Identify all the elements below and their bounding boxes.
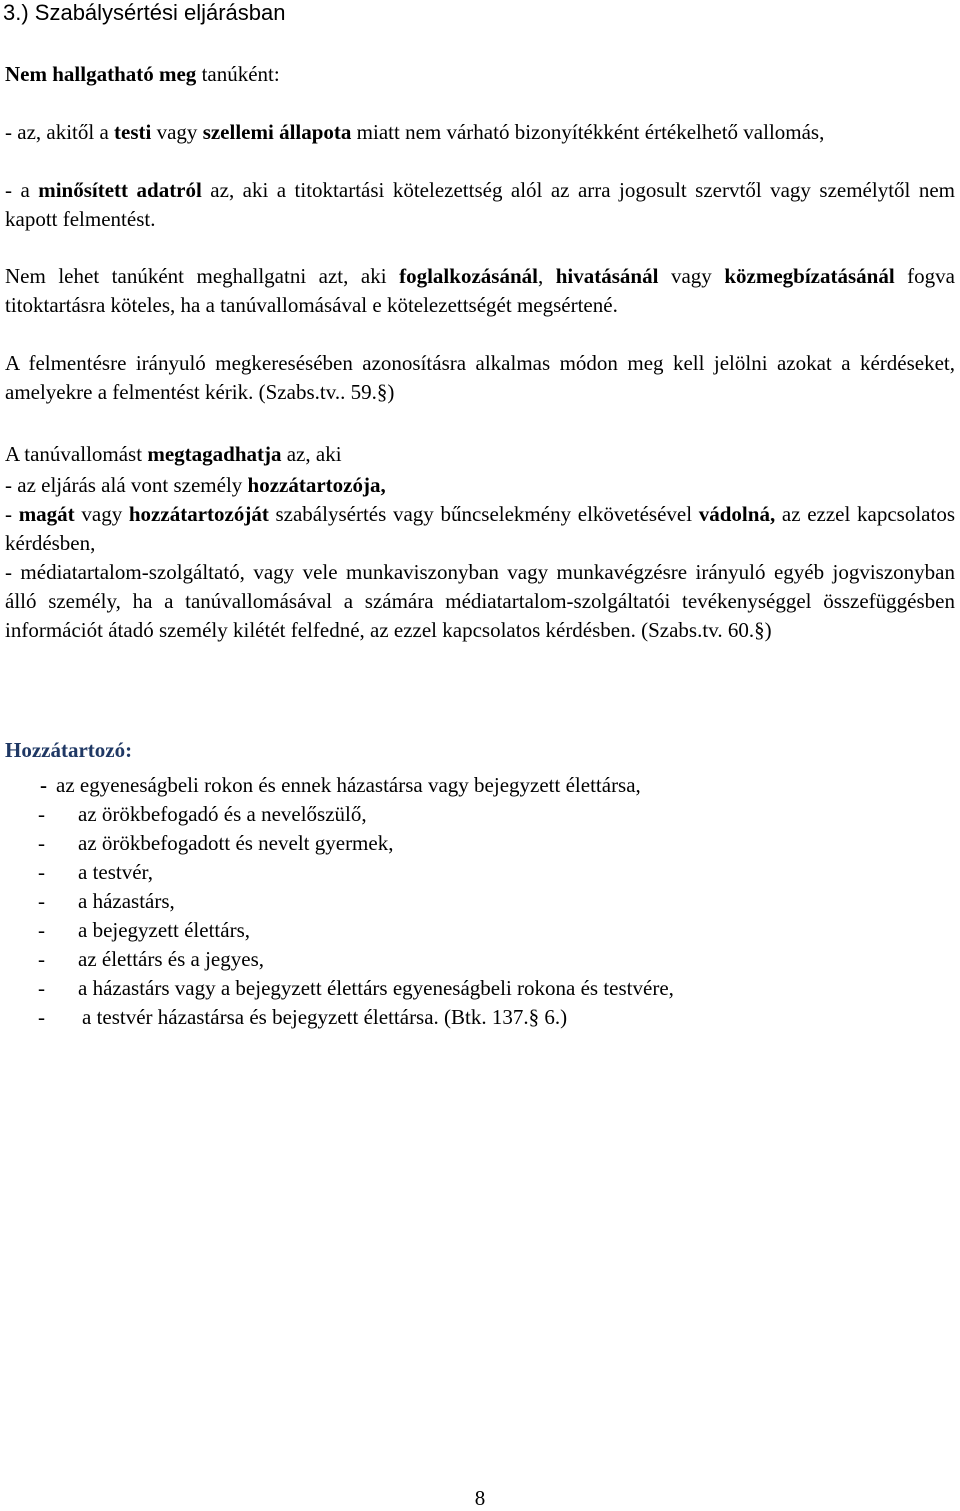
bold-run: hozzátartozója,	[247, 473, 386, 497]
list-dash: -	[38, 918, 45, 942]
bold-run: megtagadhatja	[147, 442, 282, 466]
refuse-item-2	[5, 500, 955, 558]
section-heading: 3.) Szabálysértési eljárásban	[3, 0, 286, 25]
list-item-text: az örökbefogadott és nevelt gyermek,	[78, 831, 394, 855]
refuse-lead	[5, 440, 955, 469]
list-item-text: a testvér,	[78, 860, 153, 884]
text-run: ,	[537, 264, 556, 288]
page-number: 8	[474, 1486, 486, 1510]
bold-run: testi	[114, 120, 152, 144]
bold-run: hozzátartozóját	[128, 502, 269, 526]
list-item-text: a bejegyzett élettárs,	[78, 918, 250, 942]
not-witness-item-1	[5, 118, 955, 147]
text-run: A tanúvallomást	[5, 442, 148, 466]
bold-run: szellemi állapota	[202, 120, 352, 144]
text-run: az, aki a titoktartási kötelezettség alól az arra jogosult szervtől vagy személytől nem kapott felmentést.	[5, 178, 955, 231]
bold-run: közmegbízatásánál	[724, 264, 895, 288]
list-dash: -	[38, 947, 45, 971]
relatives-heading: Hozzátartozó:	[5, 738, 133, 762]
list-item-text: a házastárs,	[78, 889, 175, 913]
not-witness-lead-bold: Nem hallgatható meg	[5, 62, 197, 86]
bold-run: minősített adatról	[38, 178, 202, 202]
text-run: fogva titoktartásra köteles, ha a tanúvallomásával e kötelezettségét megsértené.	[5, 264, 955, 317]
text-run: az ezzel kapcsolatos kérdésben,	[5, 502, 955, 555]
text-run: - az eljárás alá vont személy	[5, 473, 248, 497]
list-dash: -	[38, 802, 45, 826]
list-dash: -	[38, 831, 45, 855]
bold-run: foglalkozásánál	[399, 264, 538, 288]
list-dash: -	[38, 976, 45, 1000]
text-run: Nem lehet tanúként meghallgatni azt, aki	[5, 264, 400, 288]
list-dash: -	[38, 860, 45, 884]
list-item-text: a testvér házastársa és bejegyzett élettársa. (Btk. 137.§ 6.)	[82, 1005, 568, 1029]
list-dash: -	[38, 1005, 45, 1029]
text-run: vagy	[658, 264, 725, 288]
text-run: szabálysértés vagy bűncselekmény elkövetésével	[268, 502, 699, 526]
list-item-text: az egyeneságbeli rokon és ennek házastársa vagy bejegyzett élettársa,	[56, 773, 641, 797]
text-run: az, aki	[281, 442, 342, 466]
text-run: miatt nem várható bizonyítékként értékelhető vallomás,	[351, 120, 825, 144]
text-run: -	[5, 502, 19, 526]
list-item-text: az örökbefogadó és a nevelőszülő,	[78, 802, 367, 826]
not-witness-lead-rest: tanúként:	[196, 62, 280, 86]
text-run: - az, akitől a	[5, 120, 115, 144]
text-run: vagy	[74, 502, 129, 526]
list-dash: -	[38, 889, 45, 913]
refuse-item-3: - médiatartalom-szolgáltató, vagy vele munkaviszonyban vagy munkavégzésre irányuló egyéb jogviszonyban álló személy, ha a tanúvallomásával a számára médiatartalom-szolgáltatói tevékenységgel összefüggésben információt átadó személy kilétét felfedné, az ezzel kapcsolatos kérdésben. (Szabs.tv. 60.§)	[5, 560, 955, 642]
secrecy-paragraph	[5, 262, 955, 320]
refuse-item-1	[5, 471, 955, 500]
not-witness-lead	[5, 60, 280, 89]
exemption-paragraph: A felmentésre irányuló megkeresésében azonosításra alkalmas módon meg kell jelölni azokat a kérdéseket, amelyekre a felmentést kérik. (Szabs.tv.. 59.§)	[5, 351, 955, 404]
bold-run: vádolná,	[698, 502, 776, 526]
bold-run: magát	[18, 502, 75, 526]
text-run: vagy	[151, 120, 203, 144]
not-witness-item-2	[5, 176, 955, 234]
list-dash: -	[40, 773, 47, 797]
list-item-text: az élettárs és a jegyes,	[78, 947, 264, 971]
text-run: - a	[5, 178, 39, 202]
list-item-text: a házastárs vagy a bejegyzett élettárs egyeneságbeli rokona és testvére,	[78, 976, 674, 1000]
bold-run: hivatásánál	[555, 264, 659, 288]
